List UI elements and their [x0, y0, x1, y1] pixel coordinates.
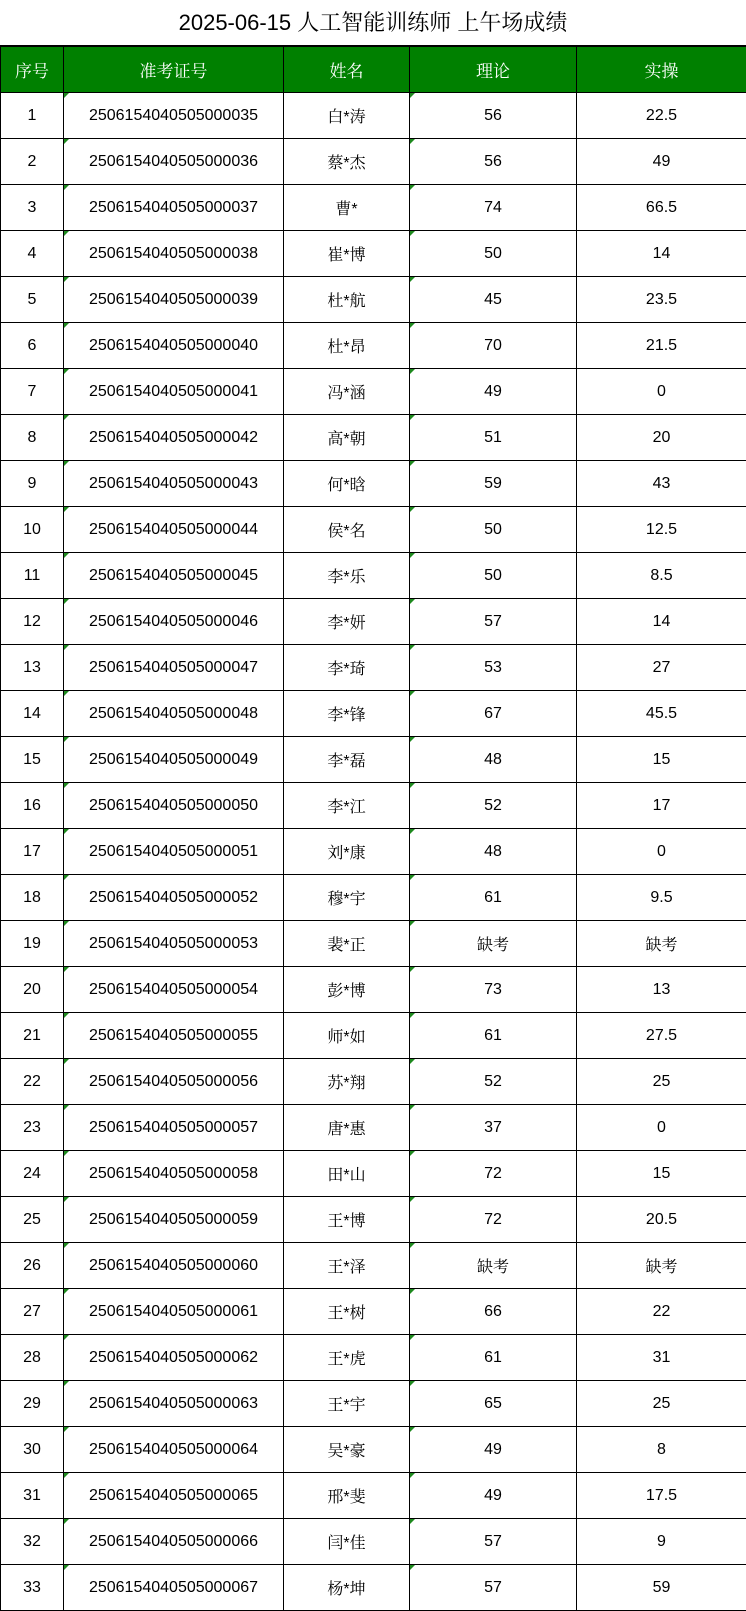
cell-ticket[interactable]: 2506154040505000052 [64, 875, 284, 921]
cell-theory[interactable]: 49 [410, 1427, 577, 1473]
score-table [0, 46, 746, 1611]
cell-name[interactable]: 穆*宇 [284, 875, 410, 921]
table-row [1, 93, 746, 139]
cell-seq[interactable]: 11 [1, 553, 64, 599]
cell-practical[interactable]: 8 [577, 1427, 746, 1473]
cell-theory[interactable]: 73 [410, 967, 577, 1013]
cell-theory[interactable]: 65 [410, 1381, 577, 1427]
table-row [1, 921, 746, 967]
table-row [1, 737, 746, 783]
cell-practical[interactable]: 45.5 [577, 691, 746, 737]
table-row [1, 875, 746, 921]
cell-practical[interactable]: 59 [577, 1565, 746, 1611]
cell-theory[interactable]: 59 [410, 461, 577, 507]
cell-practical[interactable]: 0 [577, 1105, 746, 1151]
cell-name[interactable]: 李*乐 [284, 553, 410, 599]
cell-practical[interactable]: 27 [577, 645, 746, 691]
cell-seq[interactable]: 15 [1, 737, 64, 783]
cell-theory[interactable]: 50 [410, 553, 577, 599]
cell-ticket[interactable]: 2506154040505000044 [64, 507, 284, 553]
cell-seq[interactable]: 18 [1, 875, 64, 921]
cell-name[interactable]: 杜*昂 [284, 323, 410, 369]
table-row [1, 967, 746, 1013]
cell-ticket[interactable]: 2506154040505000055 [64, 1013, 284, 1059]
cell-seq[interactable]: 28 [1, 1335, 64, 1381]
cell-name[interactable]: 王*宇 [284, 1381, 410, 1427]
cell-ticket[interactable]: 2506154040505000057 [64, 1105, 284, 1151]
cell-theory[interactable]: 57 [410, 1565, 577, 1611]
cell-name[interactable]: 曹* [284, 185, 410, 231]
cell-theory[interactable]: 52 [410, 783, 577, 829]
cell-practical[interactable]: 21.5 [577, 323, 746, 369]
cell-name[interactable]: 高*朝 [284, 415, 410, 461]
cell-ticket[interactable]: 2506154040505000040 [64, 323, 284, 369]
table-row [1, 369, 746, 415]
cell-seq[interactable]: 29 [1, 1381, 64, 1427]
cell-name[interactable]: 田*山 [284, 1151, 410, 1197]
cell-ticket[interactable]: 2506154040505000066 [64, 1519, 284, 1565]
cell-theory[interactable]: 51 [410, 415, 577, 461]
cell-practical[interactable]: 0 [577, 829, 746, 875]
sheet-title: 2025-06-15 人工智能训练师 上午场成绩 [0, 0, 746, 46]
cell-theory[interactable]: 49 [410, 1473, 577, 1519]
cell-theory[interactable]: 53 [410, 645, 577, 691]
cell-theory[interactable]: 49 [410, 369, 577, 415]
cell-seq[interactable]: 19 [1, 921, 64, 967]
cell-seq[interactable]: 26 [1, 1243, 64, 1289]
cell-practical[interactable]: 15 [577, 737, 746, 783]
cell-name[interactable]: 王*树 [284, 1289, 410, 1335]
cell-practical[interactable]: 22.5 [577, 93, 746, 139]
cell-ticket[interactable]: 2506154040505000046 [64, 599, 284, 645]
table-row [1, 139, 746, 185]
cell-ticket[interactable]: 2506154040505000059 [64, 1197, 284, 1243]
cell-name[interactable]: 李*锋 [284, 691, 410, 737]
cell-theory[interactable]: 50 [410, 231, 577, 277]
cell-ticket[interactable]: 2506154040505000062 [64, 1335, 284, 1381]
cell-name[interactable]: 师*如 [284, 1013, 410, 1059]
cell-theory[interactable]: 缺考 [410, 1243, 577, 1289]
cell-theory[interactable]: 缺考 [410, 921, 577, 967]
cell-theory[interactable]: 70 [410, 323, 577, 369]
cell-seq[interactable]: 31 [1, 1473, 64, 1519]
cell-name[interactable]: 王*博 [284, 1197, 410, 1243]
cell-practical[interactable]: 缺考 [577, 921, 746, 967]
cell-ticket[interactable]: 2506154040505000048 [64, 691, 284, 737]
cell-name[interactable]: 何*晗 [284, 461, 410, 507]
cell-seq[interactable]: 3 [1, 185, 64, 231]
header-name[interactable]: 姓名 [284, 47, 410, 93]
cell-seq[interactable]: 25 [1, 1197, 64, 1243]
cell-ticket[interactable]: 2506154040505000035 [64, 93, 284, 139]
cell-seq[interactable]: 27 [1, 1289, 64, 1335]
cell-seq[interactable]: 30 [1, 1427, 64, 1473]
cell-practical[interactable]: 9 [577, 1519, 746, 1565]
table-row [1, 277, 746, 323]
cell-name[interactable]: 杜*航 [284, 277, 410, 323]
cell-practical[interactable]: 43 [577, 461, 746, 507]
cell-theory[interactable]: 57 [410, 599, 577, 645]
cell-ticket[interactable]: 2506154040505000043 [64, 461, 284, 507]
cell-seq[interactable]: 22 [1, 1059, 64, 1105]
cell-seq[interactable]: 8 [1, 415, 64, 461]
table-row [1, 599, 746, 645]
cell-practical[interactable]: 20.5 [577, 1197, 746, 1243]
cell-theory[interactable]: 72 [410, 1197, 577, 1243]
cell-practical[interactable]: 13 [577, 967, 746, 1013]
table-row [1, 1473, 746, 1519]
header-theory[interactable]: 理论 [410, 47, 577, 93]
cell-ticket[interactable]: 2506154040505000053 [64, 921, 284, 967]
table-row [1, 1335, 746, 1381]
table-row [1, 553, 746, 599]
cell-practical[interactable]: 15 [577, 1151, 746, 1197]
cell-ticket[interactable]: 2506154040505000045 [64, 553, 284, 599]
cell-ticket[interactable]: 2506154040505000047 [64, 645, 284, 691]
cell-practical[interactable]: 14 [577, 599, 746, 645]
cell-practical[interactable]: 8.5 [577, 553, 746, 599]
cell-seq[interactable]: 32 [1, 1519, 64, 1565]
table-row [1, 507, 746, 553]
cell-practical[interactable]: 0 [577, 369, 746, 415]
cell-seq[interactable]: 14 [1, 691, 64, 737]
table-row [1, 461, 746, 507]
cell-ticket[interactable]: 2506154040505000054 [64, 967, 284, 1013]
cell-seq[interactable]: 5 [1, 277, 64, 323]
cell-seq[interactable]: 13 [1, 645, 64, 691]
cell-ticket[interactable]: 2506154040505000061 [64, 1289, 284, 1335]
table-row [1, 1105, 746, 1151]
cell-ticket[interactable]: 2506154040505000058 [64, 1151, 284, 1197]
cell-theory[interactable]: 45 [410, 277, 577, 323]
header-seq[interactable]: 序号 [1, 47, 64, 93]
cell-seq[interactable]: 16 [1, 783, 64, 829]
cell-seq[interactable]: 33 [1, 1565, 64, 1611]
cell-name[interactable]: 蔡*杰 [284, 139, 410, 185]
cell-practical[interactable]: 25 [577, 1059, 746, 1105]
cell-ticket[interactable]: 2506154040505000065 [64, 1473, 284, 1519]
cell-theory[interactable]: 72 [410, 1151, 577, 1197]
cell-ticket[interactable]: 2506154040505000039 [64, 277, 284, 323]
cell-seq[interactable]: 1 [1, 93, 64, 139]
cell-name[interactable]: 邢*斐 [284, 1473, 410, 1519]
cell-practical[interactable]: 49 [577, 139, 746, 185]
cell-practical[interactable]: 27.5 [577, 1013, 746, 1059]
cell-name[interactable]: 苏*翔 [284, 1059, 410, 1105]
cell-name[interactable]: 王*泽 [284, 1243, 410, 1289]
cell-practical[interactable]: 66.5 [577, 185, 746, 231]
cell-seq[interactable]: 9 [1, 461, 64, 507]
cell-practical[interactable]: 17 [577, 783, 746, 829]
cell-name[interactable]: 彭*博 [284, 967, 410, 1013]
cell-seq[interactable]: 24 [1, 1151, 64, 1197]
cell-name[interactable]: 裴*正 [284, 921, 410, 967]
cell-theory[interactable]: 56 [410, 139, 577, 185]
cell-theory[interactable]: 61 [410, 1013, 577, 1059]
table-row [1, 1519, 746, 1565]
cell-theory[interactable]: 74 [410, 185, 577, 231]
table-row [1, 1381, 746, 1427]
table-row [1, 231, 746, 277]
cell-theory[interactable]: 48 [410, 737, 577, 783]
cell-theory[interactable]: 61 [410, 875, 577, 921]
cell-theory[interactable]: 50 [410, 507, 577, 553]
table-row [1, 1565, 746, 1611]
cell-ticket[interactable]: 2506154040505000056 [64, 1059, 284, 1105]
table-row [1, 1243, 746, 1289]
cell-ticket[interactable]: 2506154040505000051 [64, 829, 284, 875]
cell-ticket[interactable]: 2506154040505000037 [64, 185, 284, 231]
cell-name[interactable]: 崔*博 [284, 231, 410, 277]
cell-name[interactable]: 杨*坤 [284, 1565, 410, 1611]
cell-ticket[interactable]: 2506154040505000064 [64, 1427, 284, 1473]
cell-seq[interactable]: 4 [1, 231, 64, 277]
table-row [1, 1289, 746, 1335]
cell-practical[interactable]: 31 [577, 1335, 746, 1381]
cell-ticket[interactable]: 2506154040505000038 [64, 231, 284, 277]
cell-seq[interactable]: 17 [1, 829, 64, 875]
table-row [1, 1427, 746, 1473]
header-ticket[interactable]: 准考证号 [64, 47, 284, 93]
cell-ticket[interactable]: 2506154040505000041 [64, 369, 284, 415]
cell-name[interactable]: 李*妍 [284, 599, 410, 645]
cell-seq[interactable]: 7 [1, 369, 64, 415]
cell-name[interactable]: 李*磊 [284, 737, 410, 783]
cell-practical[interactable]: 25 [577, 1381, 746, 1427]
cell-name[interactable]: 李*江 [284, 783, 410, 829]
cell-name[interactable]: 刘*康 [284, 829, 410, 875]
cell-ticket[interactable]: 2506154040505000036 [64, 139, 284, 185]
cell-name[interactable]: 白*涛 [284, 93, 410, 139]
cell-ticket[interactable]: 2506154040505000050 [64, 783, 284, 829]
cell-practical[interactable]: 12.5 [577, 507, 746, 553]
cell-ticket[interactable]: 2506154040505000063 [64, 1381, 284, 1427]
cell-theory[interactable]: 56 [410, 93, 577, 139]
cell-practical[interactable]: 17.5 [577, 1473, 746, 1519]
cell-name[interactable]: 侯*名 [284, 507, 410, 553]
cell-name[interactable]: 闫*佳 [284, 1519, 410, 1565]
header-practical[interactable]: 实操 [577, 47, 746, 93]
cell-practical[interactable]: 20 [577, 415, 746, 461]
table-row [1, 1013, 746, 1059]
cell-seq[interactable]: 12 [1, 599, 64, 645]
table-row [1, 1151, 746, 1197]
cell-theory[interactable]: 48 [410, 829, 577, 875]
table-row [1, 415, 746, 461]
cell-theory[interactable]: 37 [410, 1105, 577, 1151]
cell-name[interactable]: 冯*涵 [284, 369, 410, 415]
cell-name[interactable]: 吴*豪 [284, 1427, 410, 1473]
header-row [1, 47, 746, 93]
cell-ticket[interactable]: 2506154040505000067 [64, 1565, 284, 1611]
cell-practical[interactable]: 14 [577, 231, 746, 277]
table-body [1, 93, 746, 1611]
cell-theory[interactable]: 66 [410, 1289, 577, 1335]
cell-practical[interactable]: 22 [577, 1289, 746, 1335]
cell-seq[interactable]: 6 [1, 323, 64, 369]
table-row [1, 783, 746, 829]
cell-practical[interactable]: 缺考 [577, 1243, 746, 1289]
cell-practical[interactable]: 9.5 [577, 875, 746, 921]
table-row [1, 829, 746, 875]
cell-ticket[interactable]: 2506154040505000060 [64, 1243, 284, 1289]
cell-theory[interactable]: 67 [410, 691, 577, 737]
table-row [1, 1197, 746, 1243]
table-row [1, 323, 746, 369]
cell-theory[interactable]: 61 [410, 1335, 577, 1381]
cell-seq[interactable]: 21 [1, 1013, 64, 1059]
cell-seq[interactable]: 23 [1, 1105, 64, 1151]
table-row [1, 1059, 746, 1105]
table-row [1, 645, 746, 691]
cell-practical[interactable]: 23.5 [577, 277, 746, 323]
cell-ticket[interactable]: 2506154040505000049 [64, 737, 284, 783]
cell-theory[interactable]: 52 [410, 1059, 577, 1105]
table-row [1, 185, 746, 231]
cell-theory[interactable]: 57 [410, 1519, 577, 1565]
cell-seq[interactable]: 2 [1, 139, 64, 185]
cell-name[interactable]: 王*虎 [284, 1335, 410, 1381]
cell-seq[interactable]: 10 [1, 507, 64, 553]
cell-name[interactable]: 唐*惠 [284, 1105, 410, 1151]
cell-name[interactable]: 李*琦 [284, 645, 410, 691]
table-row [1, 691, 746, 737]
cell-seq[interactable]: 20 [1, 967, 64, 1013]
cell-ticket[interactable]: 2506154040505000042 [64, 415, 284, 461]
